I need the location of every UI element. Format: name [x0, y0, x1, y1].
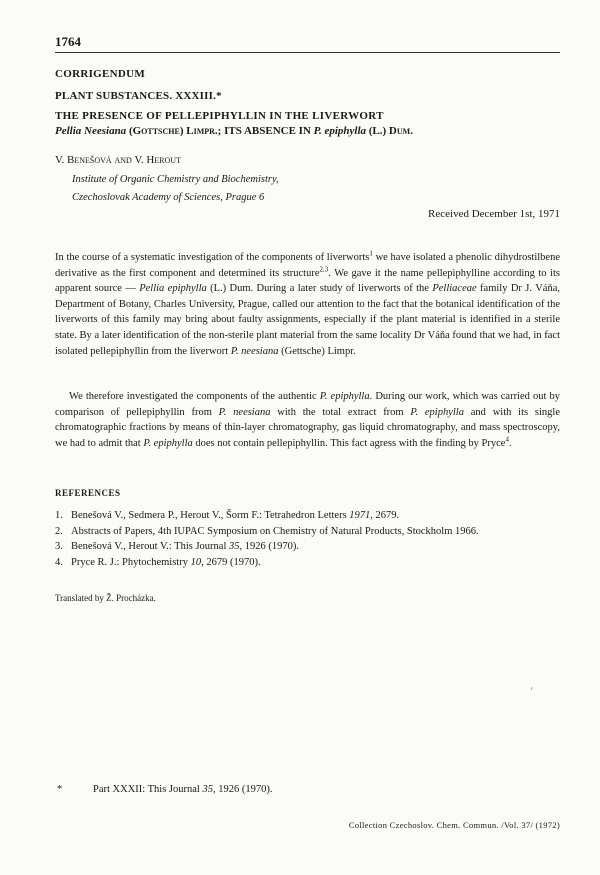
- references-heading: REFERENCES: [55, 488, 121, 498]
- header-rule: [55, 52, 560, 53]
- body-paragraph-2: We therefore investigated the components of the authentic P. epiphylla. During our work, which was carried out by comparison of pellepiphyllin from P. neesiana with the total extract from P. epiphylla and with its single chromatographic fractions by means of thin-layer chromatography, gas liquid chromatography, and mass spectroscopy, we had to admit that P. epiphylla does not contain pellepiphyllin. This fact agress with the finding by Pryce$^4$.: [55, 391, 560, 449]
- section-heading: CORRIGENDUM: [55, 68, 146, 80]
- reference-item: 4. Pryce R. J.: Phytochemistry 10, 2679 (1970).: [55, 556, 261, 568]
- title-authority: (Gottsche) Limpr.;: [128, 125, 222, 137]
- received-date: Received December 1st, 1971: [428, 208, 560, 220]
- reference-item: 1. Benešová V., Sedmera P., Herout V., Šorm F.: Tetrahedron Letters 1971, 2679.: [55, 510, 400, 521]
- affiliation-line1: Institute of Organic Chemistry and Biochemistry,: [72, 174, 279, 185]
- page-number: 1764: [55, 34, 81, 49]
- footnote: * Part XXXII: This Journal 35, 1926 (1970).: [57, 784, 273, 795]
- article-title-line2: [55, 125, 560, 137]
- body-paragraph-1: In the course of a systematic investigation of the components of liverworts$^1$ we have isolated a phenolic dihydrostilbene derivative as the first component and determined its structure$^{2,3}$. We gave it the name pellepiphylline according to its apparent source — Pellia epiphylla (L.) Dum. During a later study of liverworts of the Pelliaceae family Dr J. Váňa, Department of Botany, Charles University, Prague, called our attention to the fact that the botanical identification of the liverworts of this family may bring about faulty assignments, especially if the plant material is identified in a sterile state. By a later identification of the non-sterile plant material from the same locality Dr Váňa found that we had, in fact isolated pellepiphyllin from the liverwort P. neesiana (Gettsche) Limpr.: [55, 249, 560, 357]
- title-species: Pellia Neesiana: [55, 125, 127, 137]
- article-title-line1: THE PRESENCE OF PELLEPIPHYLLIN IN THE LIVERWORT: [55, 110, 384, 122]
- journal-colophon: Collection Czechoslov. Chem. Commun. /Vol. 37/ (1972): [348, 820, 560, 830]
- series-title: PLANT SUBSTANCES. XXXIII.*: [55, 90, 222, 102]
- reference-list: [55, 508, 560, 570]
- stray-mark: ': [531, 686, 533, 696]
- reference-item: 2. Abstracts of Papers, 4th IUPAC Symposium on Chemistry of Natural Products, Stockholm 1966.: [55, 525, 479, 537]
- title-rest: ITS ABSENCE IN: [221, 125, 314, 137]
- affiliation-line2: Czechoslovak Academy of Sciences, Prague 6: [72, 192, 265, 203]
- authors: V. Benešová and V. Herout: [55, 154, 181, 166]
- title-authority2: (L.) Dum.: [368, 125, 413, 137]
- reference-item: 3. Benešová V., Herout V.: This Journal 35, 1926 (1970).: [55, 541, 299, 552]
- translator-credit: Translated by Ž. Procházka.: [55, 593, 156, 603]
- title-species2: P. epiphylla: [313, 125, 367, 137]
